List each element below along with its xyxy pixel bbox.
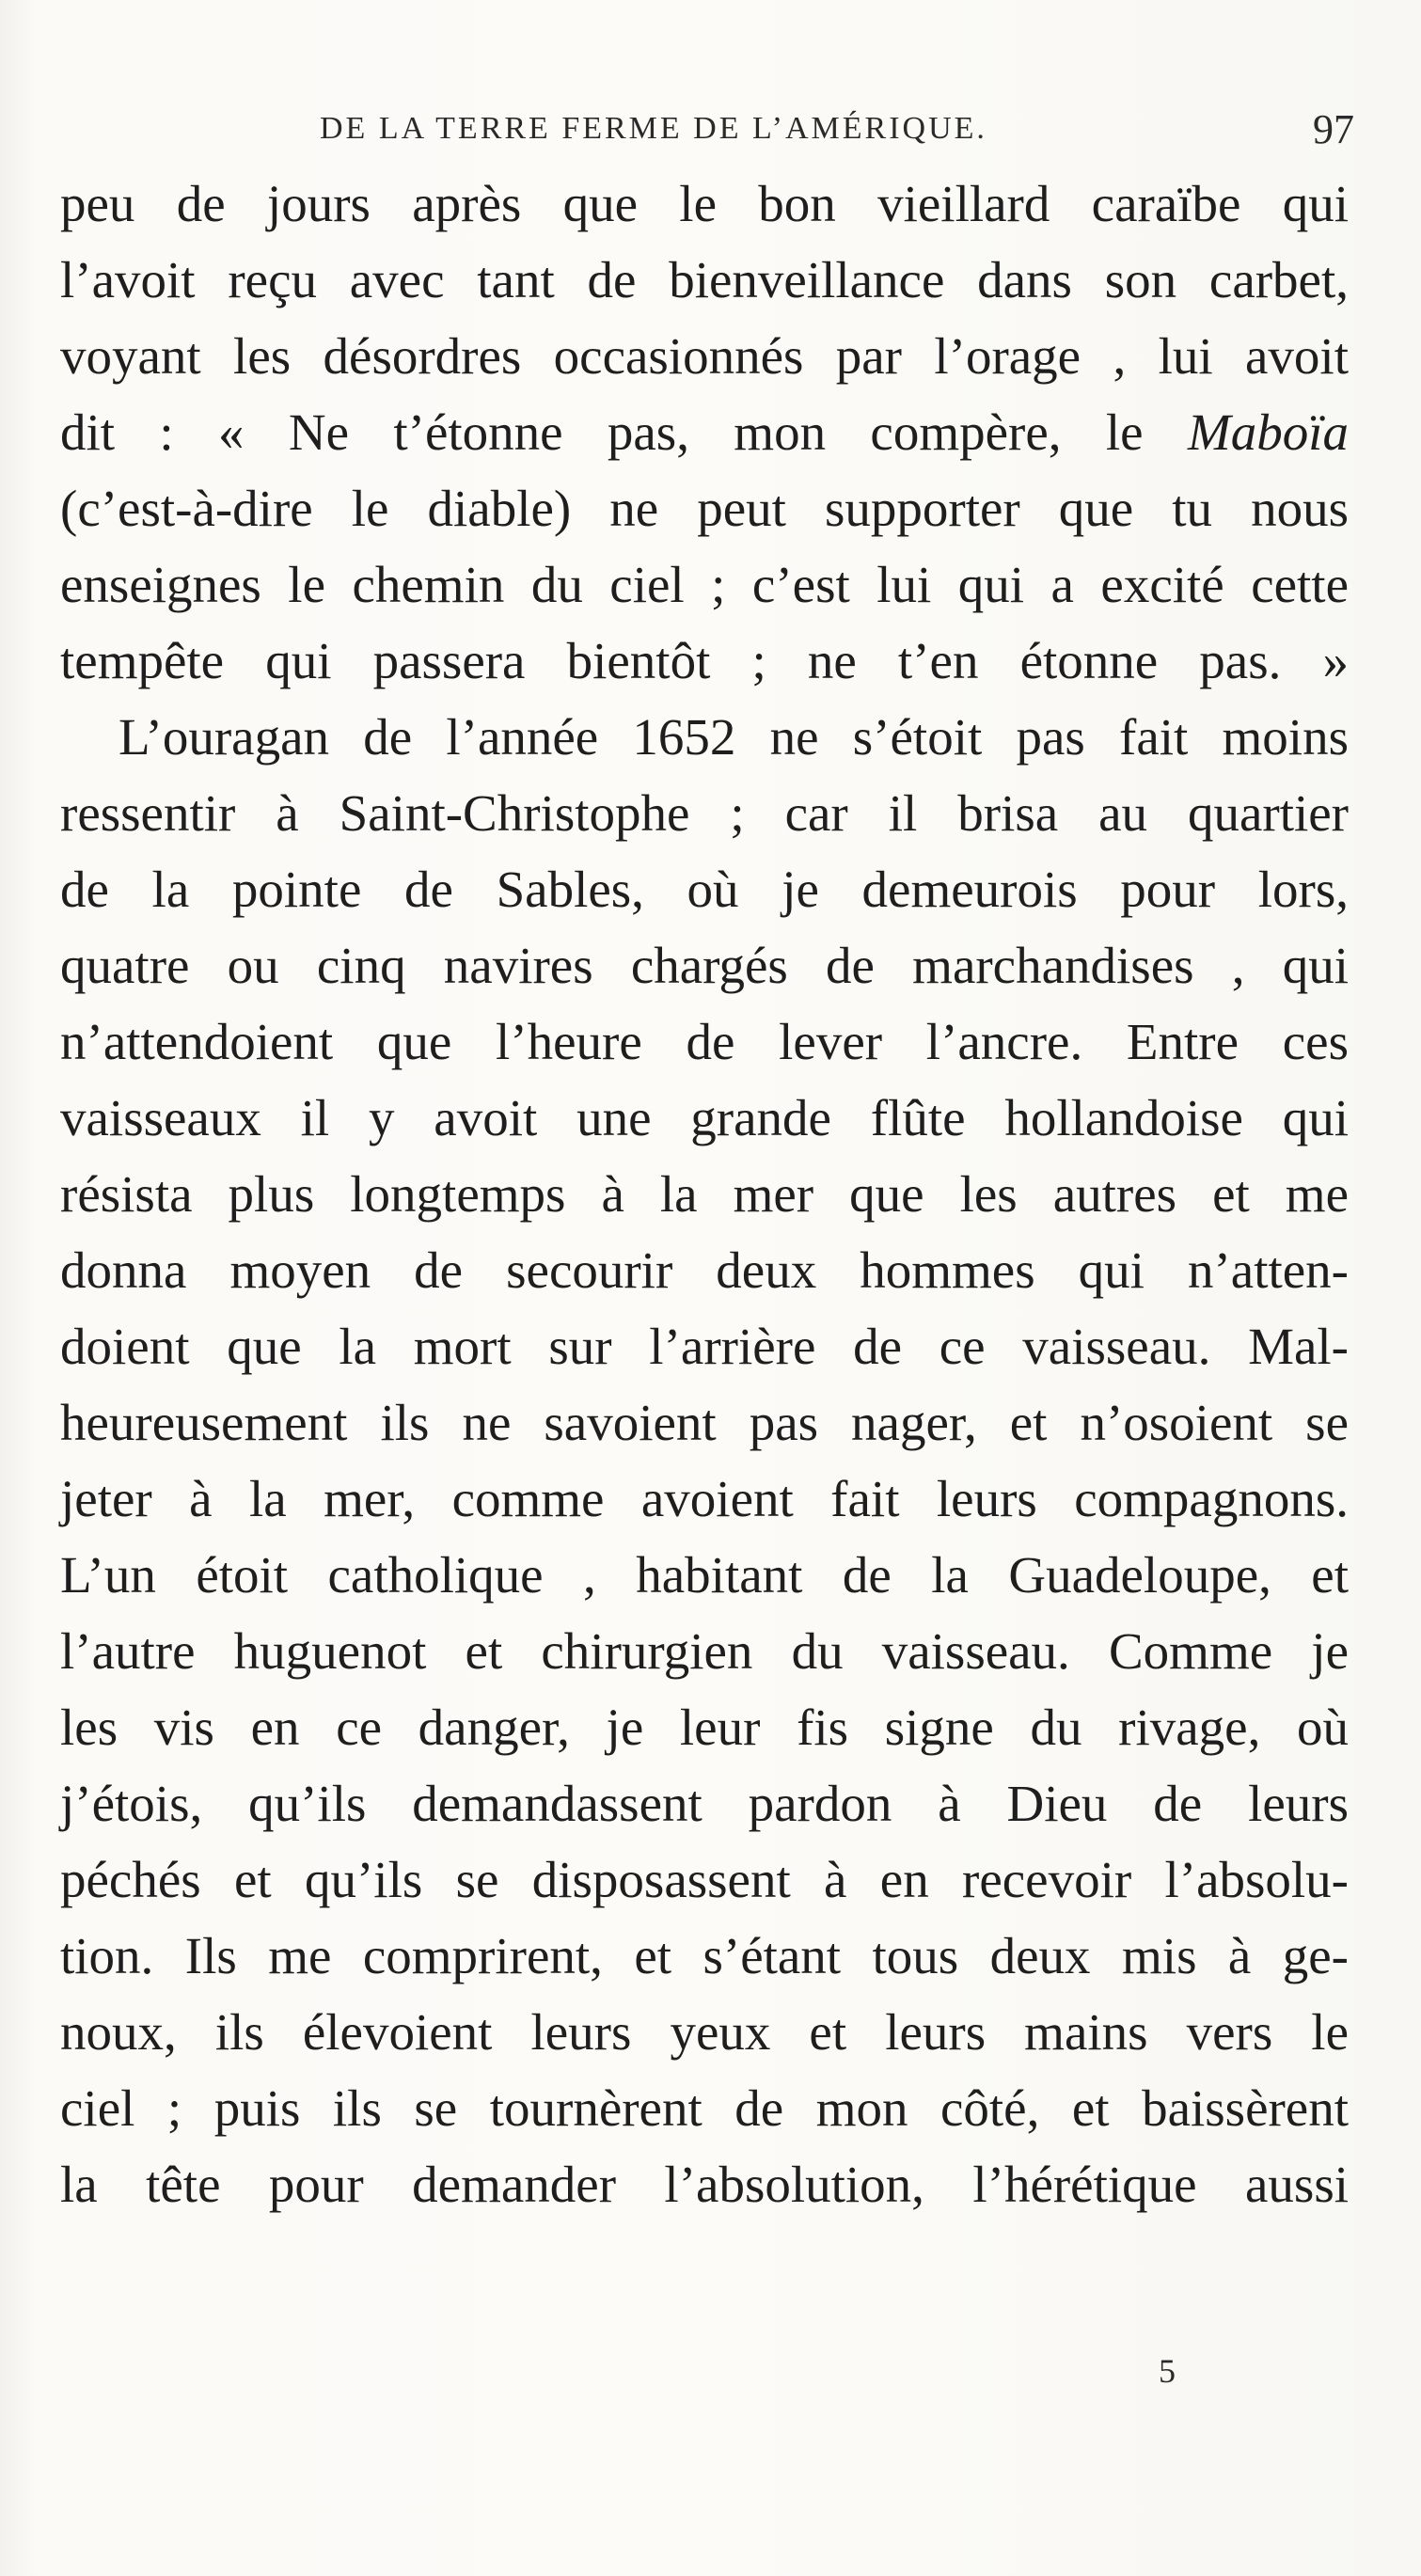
text-line: n’attendoient que l’heure de lever l’ancre. Entre ces: [60, 1013, 1349, 1070]
text-line: noux, ils élevoient leurs yeux et leurs mains vers le: [60, 2003, 1349, 2061]
text-line: voyant les désordres occasionnés par l’orage , lui avoit: [60, 327, 1349, 385]
text-line: (c’est-à-dire le diable) ne peut supporter que tu nous: [60, 480, 1349, 537]
text-line: ciel ; puis ils se tournèrent de mon côté, et baissèrent: [60, 2079, 1349, 2137]
page-header: [320, 106, 1354, 167]
page-number: 97: [1313, 106, 1354, 152]
text-line: vaisseaux il y avoit une grande flûte hollandoise qui: [60, 1089, 1349, 1146]
text-line: l’autre huguenot et chirurgien du vaisseau. Comme je: [60, 1622, 1349, 1680]
text-line: résista plus longtemps à la mer que les autres et me: [60, 1165, 1349, 1223]
text-line: tion. Ils me comprirent, et s’étant tous deux mis à ge-: [60, 1927, 1349, 1984]
body-text: [60, 166, 1349, 2222]
text-line: j’étois, qu’ils demandassent pardon à Dieu de leurs: [60, 1775, 1349, 1832]
italic-word: Maboïa: [1187, 403, 1349, 461]
text-line: péchés et qu’ils se disposassent à en recevoir l’absolu-: [60, 1851, 1349, 1908]
text-line: doient que la mort sur l’arrière de ce vaisseau. Mal-: [60, 1318, 1349, 1375]
text-line: L’ouragan de l’année 1652 ne s’étoit pas fait moins: [118, 708, 1349, 766]
text-line: quatre ou cinq navires chargés de marchandises , qui: [60, 937, 1349, 994]
text-line: dit : « Ne t’étonne pas, mon compère, le Maboïa: [60, 403, 1349, 461]
text-line: peu de jours après que le bon vieillard caraïbe qui: [60, 175, 1349, 232]
text-line: donna moyen de secourir deux hommes qui n’atten-: [60, 1241, 1349, 1299]
text-line: l’avoit reçu avec tant de bienveillance dans son carbet,: [60, 251, 1349, 308]
text-line: enseignes le chemin du ciel ; c’est lui qui a excité cette: [60, 556, 1349, 613]
text-line: tempête qui passera bientôt ; ne t’en étonne pas. »: [60, 632, 1349, 689]
text-line: L’un étoit catholique , habitant de la Guadeloupe, et: [60, 1546, 1349, 1604]
text-line: heureusement ils ne savoient pas nager, et n’osoient se: [60, 1394, 1349, 1451]
text-line: la tête pour demander l’absolution, l’hérétique aussi: [60, 2156, 1349, 2213]
signature-mark: 5: [1159, 2352, 1176, 2390]
text-line: ressentir à Saint-Christophe ; car il brisa au quartier: [60, 784, 1349, 842]
text-line: jeter à la mer, comme avoient fait leurs compagnons.: [60, 1470, 1349, 1527]
text-line: les vis en ce danger, je leur fis signe du rivage, où: [60, 1699, 1349, 1756]
text-line: de la pointe de Sables, où je demeurois pour lors,: [60, 861, 1349, 918]
running-title: DE LA TERRE FERME DE L’AMÉRIQUE.: [320, 111, 987, 146]
